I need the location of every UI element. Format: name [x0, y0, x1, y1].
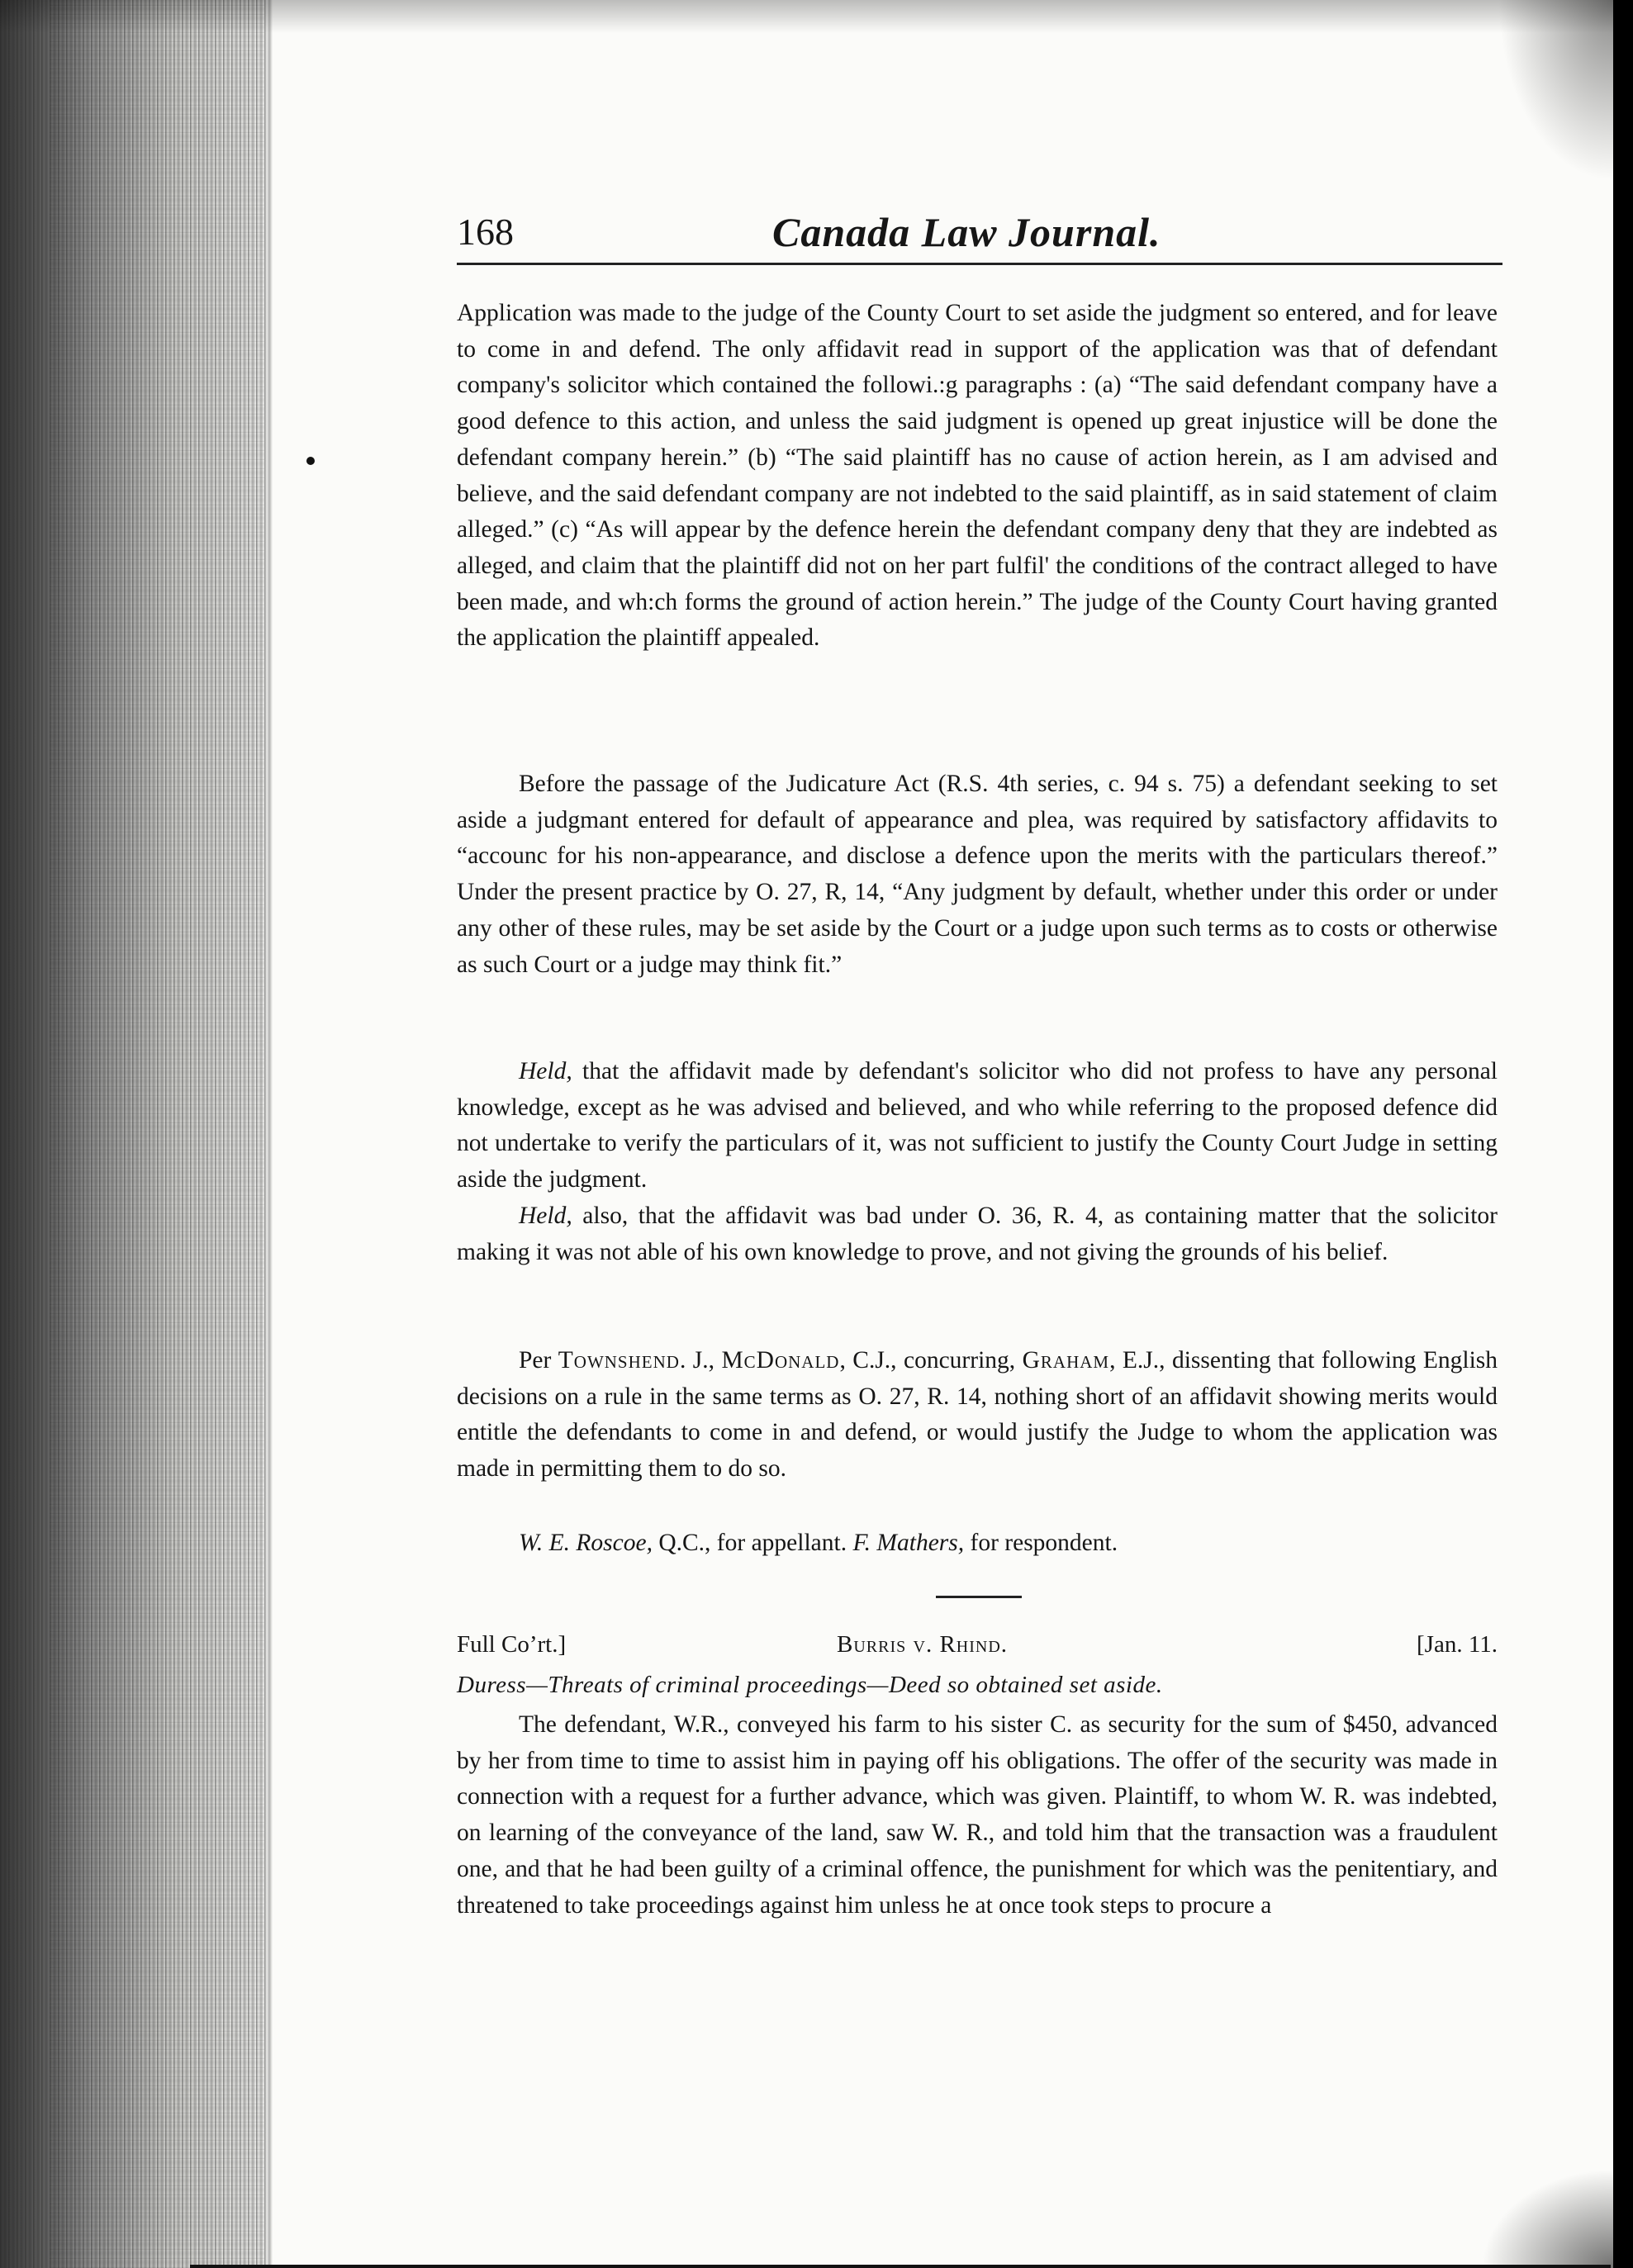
respondent-role: for respondent.: [964, 1530, 1118, 1556]
paragraph-held-second: [457, 1198, 1498, 1270]
judge-title: . J.,: [679, 1347, 722, 1374]
per-label: Per: [519, 1347, 558, 1374]
bottom-right-corner-shadow: [1481, 2169, 1613, 2268]
held-label: Held,: [519, 1058, 572, 1084]
paragraph-judicature-act: [457, 766, 1498, 983]
right-edge-border: [1613, 0, 1633, 2268]
held-text: that the affidavit made by defendant's solicitor who did not profess to have any personal knowledge, except as he was advised and believed, and who while referring to the proposed defence did not undertake to verify the particulars of it, was not sufficient to justify the County Court Judge in setting aside the judgment.: [457, 1058, 1498, 1193]
appellant-counsel: W. E. Roscoe,: [519, 1530, 653, 1556]
binding-speckle: [50, 0, 264, 2268]
judge-townshend: Townshend: [558, 1347, 680, 1374]
dissent-text: , E.J., dissenting that following English decisions on a rule in the same terms as O. 27, R. 14, nothing short of an affidavit showing merits would entitle the defendants to come in and defend, or would justify the Judge to whom the application was made in permitting them to do so.: [457, 1347, 1498, 1483]
top-edge-shadow: [0, 0, 1633, 33]
paragraph-text: [457, 1054, 1498, 1198]
margin-mark: [306, 457, 315, 465]
page-number: 168: [457, 211, 514, 253]
judge-graham: Graham: [1022, 1347, 1110, 1374]
running-head: [457, 205, 1502, 265]
top-right-corner-shadow: [1498, 0, 1613, 182]
section-divider: [936, 1596, 1022, 1598]
paragraph-text: [457, 1343, 1498, 1487]
paragraph-defendant-farm: [457, 1707, 1498, 1924]
court-label: Full Co’rt.]: [457, 1631, 567, 1658]
held-text: also, that the affidavit was bad under O. 36, R. 4, as containing matter that the solicitor making it was not able of his own knowledge to prove, and not giving the grounds of his belief.: [457, 1203, 1498, 1265]
paragraph-text: Application was made to the judge of the County Court to set aside the judgment so entered, and for leave to come in and defend. The only affidavit read in support of the application was that of defendant company's solicitor which contained the followi.:g paragraphs : (a) “The said defendant company have a good defence to this action, and unless the said judgment is opened up great injustice will be done the defendant company herein.” (b) “The said plaintiff has no cause of action herein, as I am advised and believe, and the said defendant company are not indebted to the said plaintiff, as in said statement of claim alleged.” (c) “As will appear by the defence herein the defendant company deny that they are indebted as alleged, and claim that the plaintiff did not on her part fulfil' the conditions of the contract alleged to have been made, and wh:ch forms the ground of action herein.” The judge of the County Court having granted the application the plaintiff appealed.: [457, 300, 1498, 652]
paragraph-held-first: [457, 1054, 1498, 1198]
judge-title: , C.J., concurring,: [839, 1347, 1023, 1374]
case-heading: [457, 1626, 1498, 1663]
paragraph-text: [457, 1198, 1498, 1270]
paragraph-text: [457, 1525, 1498, 1562]
case-date: [Jan. 11.: [1417, 1631, 1498, 1658]
judge-mcdonald: McDonald: [721, 1347, 840, 1374]
respondent-counsel: F. Mathers,: [852, 1530, 965, 1556]
bottom-edge-line: [190, 2265, 1611, 2268]
case-subject: Duress—Threats of criminal proceedings—Deed so obtained set aside.: [457, 1672, 1163, 1698]
paragraph-text: Before the passage of the Judicature Act (R.S. 4th series, c. 94 s. 75) a defendant seeking to set aside a judgmant entered for default of appearance and plea, was required by satisfactory affidavits to “accounc for his non-appearance, and disclose a defence upon the merits with the particulars thereof.” Under the present practice by O. 27, R, 14, “Any judgment by default, whether under this order or under any other of these rules, may be set aside by the Court or a judge upon such terms as to costs or otherwise as such Court or a judge may think fit.”: [457, 771, 1498, 978]
case-name: Burris v. Rhind.: [837, 1631, 1009, 1658]
journal-title: Canada Law Journal.: [772, 209, 1161, 255]
paragraph-text: The defendant, W.R., conveyed his farm to his sister C. as security for the sum of $450, advanced by her from time to time to assist him in paying off his obligations. The offer of the security was made in connection with a request for a further advance, which was given. Plaintiff, to whom W. R. was indebted, on learning of the conveyance of the land, saw W. R., and told him that the transaction was a fraudulent one, and that he had been guilty of a criminal offence, the punishment for which was the penitentiary, and threatened to take proceedings against him unless he at once took steps to procure a: [457, 1711, 1498, 1919]
paragraph-per-judges: [457, 1343, 1498, 1487]
counsel-line: [457, 1525, 1498, 1562]
held-label: Held,: [519, 1203, 572, 1229]
appellant-role: Q.C., for appellant.: [652, 1530, 853, 1556]
paragraph-application: [457, 296, 1498, 657]
